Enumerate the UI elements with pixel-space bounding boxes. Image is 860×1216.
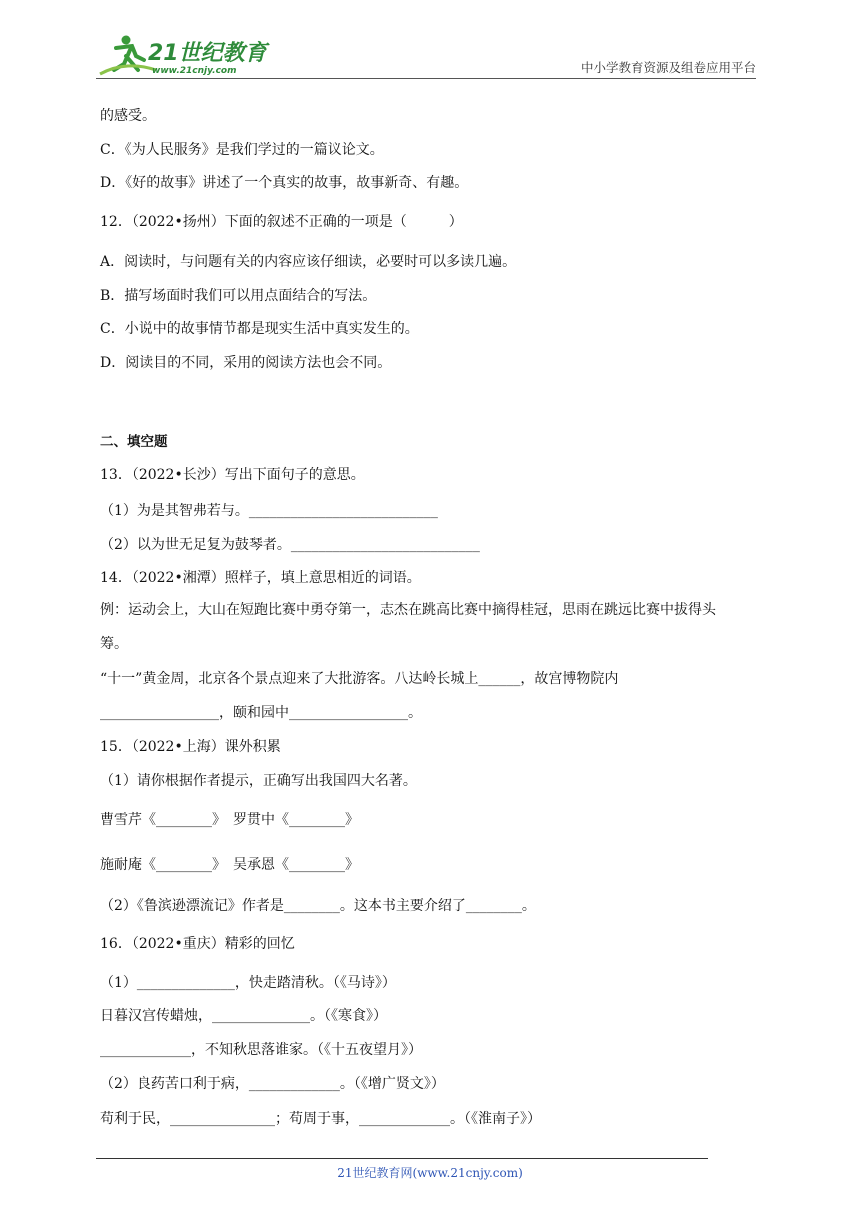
- text-line: （2）以为世无足复为鼓琴者。___________________________: [100, 537, 480, 553]
- text-line: （1）请你根据作者提示，正确写出我国四大名著。: [100, 773, 417, 789]
- text-line: C．《为人民服务》是我们学过的一篇议论文。: [100, 142, 384, 158]
- text-line: 筹。: [100, 636, 128, 652]
- question-16: 16．（2022•重庆）精彩的回忆: [100, 936, 295, 952]
- text-line: C．小说中的故事情节都是现实生活中真实发生的。: [100, 321, 419, 337]
- footer-divider: [96, 1158, 708, 1159]
- text-line: （2）良药苦口利于病，_____________。（《增广贤文》）: [100, 1076, 445, 1092]
- text-line: 例：运动会上，大山在短跑比赛中勇夺第一，志杰在跳高比赛中摘得桂冠，思雨在跳远比赛中拔得头: [100, 602, 716, 618]
- footer-text: 21世纪教育网(www.21cnjy.com): [337, 1166, 523, 1180]
- header-divider: [96, 78, 756, 79]
- text-line: 的感受。: [100, 108, 156, 124]
- text-line: （1）______________，快走踏清秋。（《马诗》）: [100, 975, 396, 991]
- platform-title: 中小学教育资源及组卷应用平台: [580, 60, 756, 75]
- text-line: _____________，不知秋思落谁家。（《十五夜望月》）: [100, 1042, 422, 1058]
- text-line: （1）为是其智弗若与。___________________________: [100, 503, 438, 519]
- text-line: “十一”黄金周，北京各个景点迎来了大批游客。八达岭长城上______，故宫博物院内: [100, 671, 619, 687]
- text-line: 施耐庵《________》 吴承恩《________》: [100, 857, 359, 873]
- question-14: 14．（2022•湘潭）照样子，填上意思相近的词语。: [100, 570, 421, 586]
- section-title: 二、填空题: [100, 434, 168, 450]
- logo-text-sub: www.21cnjy.com: [152, 66, 237, 76]
- logo-text-main: 21世纪教育: [148, 41, 267, 66]
- text-line: 苟利于民，_______________；苟周于事，_____________。（《淮南子》）: [100, 1111, 541, 1127]
- text-line: _________________，颐和园中_________________。: [100, 705, 422, 721]
- text-line: D．阅读目的不同，采用的阅读方法也会不同。: [100, 355, 392, 371]
- question-15: 15．（2022•上海）课外积累: [100, 739, 281, 755]
- page-header: [96, 30, 756, 78]
- text-line: B．描写场面时我们可以用点面结合的写法。: [100, 288, 377, 304]
- question-12: 12．（2022•扬州）下面的叙述不正确的一项是（ ）: [100, 214, 463, 230]
- text-line: 曹雪芹《________》 罗贯中《________》: [100, 812, 359, 828]
- text-line: D．《好的故事》讲述了一个真实的故事，故事新奇、有趣。: [100, 175, 469, 191]
- text-line: （2）《鲁滨逊漂流记》作者是________。这本书主要介绍了________。: [100, 898, 536, 914]
- logo: [96, 30, 296, 78]
- text-line: 日暮汉宫传蜡烛，______________。（《寒食》）: [100, 1008, 387, 1024]
- text-line: A．阅读时，与问题有关的内容应该仔细读，必要时可以多读几遍。: [100, 254, 517, 270]
- question-13: 13．（2022•长沙）写出下面句子的意思。: [100, 467, 365, 483]
